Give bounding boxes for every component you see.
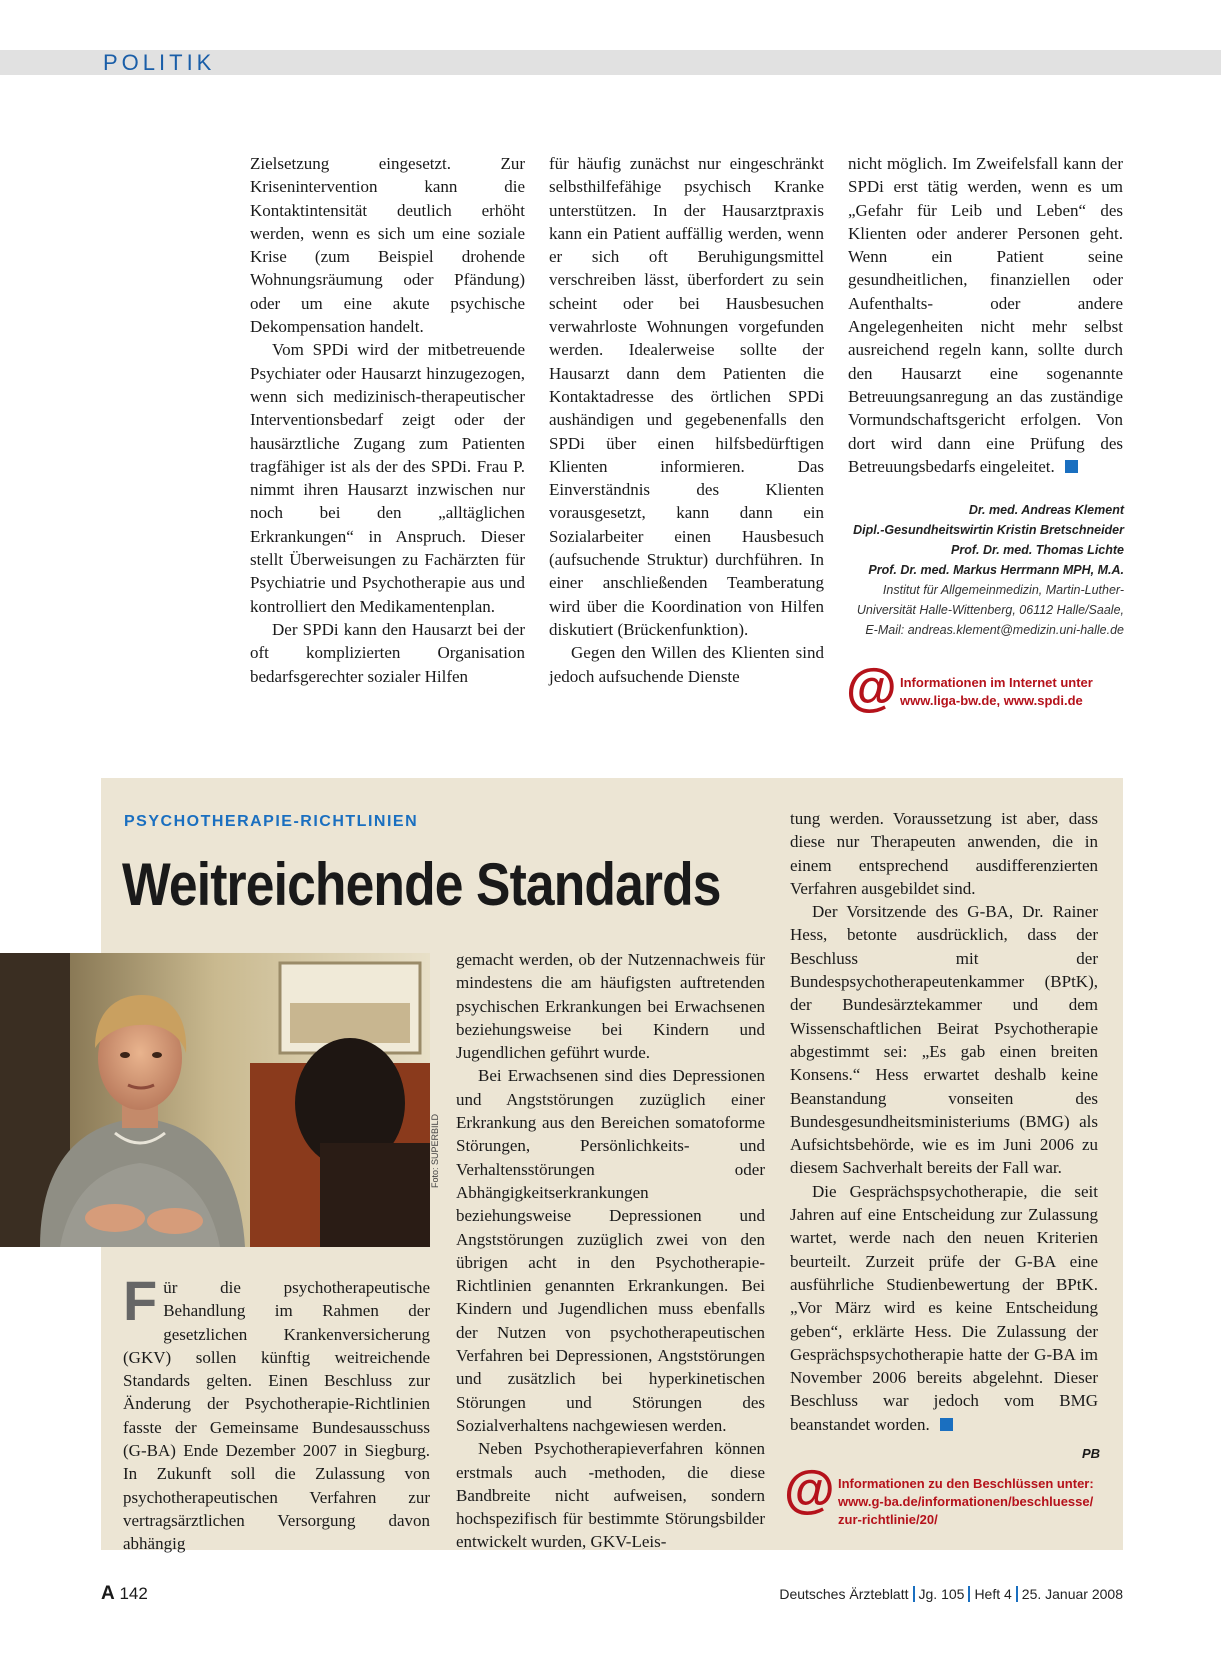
journal-name: Deutsches Ärzteblatt xyxy=(779,1586,909,1602)
paragraph xyxy=(790,1180,1098,1436)
journal-info xyxy=(779,1586,1123,1602)
page-number-value: 142 xyxy=(119,1584,148,1603)
at-icon: @ xyxy=(846,659,897,717)
paragraph-text: ür die psychotherapeutische Behandlung im Rahmen der gesetzlichen Krankenversicherung (GKV) sollen künftig weitreichende Standards gelten. Einen Beschluss zur Änderung der Psychotherapie-Richtlinien fasste der Gemeinsame Bundesausschuss (G-BA) Ende Dezember 2007 in Siegburg. In Zukunft soll die Zulassung von psychotherapeutischen Verfahren zur vertragsärztlichen Versorgung davon abhängig xyxy=(123,1278,430,1554)
photo-illustration xyxy=(0,953,430,1247)
journal-issue: Heft 4 xyxy=(974,1586,1012,1602)
at-icon: @ xyxy=(784,1461,835,1519)
dropcap: F xyxy=(123,1269,158,1332)
photo-credit: Foto: SUPERBILD xyxy=(430,1113,440,1188)
paragraph: Neben Psychotherapieverfahren können erstmals auch -methoden, die diese Bandbreite nicht aufweisen, sondern hochspezifisch für bestimmte Störungsbilder entwickelt wurden, GKV-Leis- xyxy=(456,1439,765,1552)
info-link[interactable]: www.liga-bw.de, www.spdi.de xyxy=(900,693,1083,708)
info-link[interactable]: www.g-ba.de/informationen/beschluesse/ xyxy=(838,1494,1094,1509)
separator xyxy=(1016,1586,1018,1602)
separator xyxy=(968,1586,970,1602)
article-headline: Weitreichende Standards xyxy=(122,851,721,918)
author-name: Dipl.-Gesundheitswirtin Kristin Bretschneider xyxy=(853,523,1124,537)
info-link-continued[interactable]: zur-richtlinie/20/ xyxy=(838,1512,938,1527)
paragraph-text: Die Gesprächspsychotherapie, die seit Jahren auf eine Entscheidung zur Zulassung wartet, werde nach den neuen Kriterien beurteilt. Zurzeit prüfe der G-BA eine ausführliche Studienbewertung der BPtK. „Vor März wird es keine Entscheidung geben“, erklärte Hess. Die Zulassung der Gesprächspsychotherapie hatte der G-BA im November 2006 bereits abgelehnt. Dieser Beschluss war jedoch vom BMG beanstandet worden. xyxy=(790,1181,1098,1434)
box-column-3 xyxy=(790,807,1098,1436)
info-internet xyxy=(900,674,1093,710)
paragraph: Der Vorsitzende des G-BA, Dr. Rainer Hess, betonte ausdrücklich, dass der Beschluss mit der Bundespsychotherapeutenkammer (BPtK), der Bundesärztekammer und dem Wissenschaftlichen Beirat Psychotherapie abgestimmt sei: „Es gab einen breiten Konsens.“ Hess erwartet deshalb keine Beanstandung vonseiten des Bundesgesundheitsministeriums (BMG) als Aufsichtsbehörde, wie es im Juni 2006 zu diesem Sachverhalt bereits der Fall war. xyxy=(790,902,1098,1178)
separator xyxy=(913,1586,915,1602)
end-square-icon xyxy=(1065,460,1078,473)
author-name: Prof. Dr. med. Markus Herrmann MPH, M.A. xyxy=(868,563,1124,577)
box-column-2 xyxy=(456,948,765,1554)
journal-date: 25. Januar 2008 xyxy=(1021,1586,1123,1602)
author-block xyxy=(840,500,1124,640)
top-column-1 xyxy=(250,152,525,688)
top-column-3 xyxy=(848,152,1123,478)
paragraph: Der SPDi kann den Hausarzt bei der oft komplizierten Organisation bedarfsgerechter sozialer Hilfen xyxy=(250,619,525,686)
author-name: Dr. med. Andreas Klement xyxy=(968,503,1124,517)
section-label: POLITIK xyxy=(103,50,216,75)
paragraph xyxy=(848,152,1123,478)
email-line: E-Mail: andreas.klement@medizin.uni-halle.de xyxy=(865,623,1124,637)
paragraph: Vom SPDi wird der mitbetreuende Psychiater oder Hausarzt hinzugezogen, wenn sich medizinisch-therapeutischer Interventionsbedarf zeigt oder der hausärztliche Zugang zum Patienten tragfähiger ist als der des SPDi. Frau P. nimmt ihren Hausarzt inzwischen nur noch bei den „alltäglichen Erkrankungen“ in Anspruch. Dieser stellt Überweisungen zu Fachärzten für Psychiatrie und Psychotherapie aus und kontrolliert den Medikamentenplan. xyxy=(250,340,525,616)
author-name: Prof. Dr. med. Thomas Lichte xyxy=(951,543,1124,557)
info-beschluesse xyxy=(838,1475,1094,1529)
page-number xyxy=(101,1583,148,1605)
paragraph: Gegen den Willen des Klienten sind jedoch aufsuchende Dienste xyxy=(549,643,824,686)
info-label: Informationen im Internet unter xyxy=(900,675,1093,690)
page-prefix: A xyxy=(101,1583,115,1604)
paragraph: Zielsetzung eingesetzt. Zur Krisenintervention kann die Kontaktintensität deutlich erhöht werden, wenn es sich um eine soziale Krise (zum Beispiel drohende Wohnungsräumung oder Pfändung) oder um eine akute psychische Dekompensation handelt. xyxy=(250,154,525,337)
article-photo xyxy=(0,953,430,1247)
box-column-1 xyxy=(123,1269,430,1556)
info-label: Informationen zu den Beschlüssen unter: xyxy=(838,1476,1094,1491)
paragraph: tung werden. Voraussetzung ist aber, dass diese nur Therapeuten anwenden, die in einem entsprechend ausdifferenzierten Verfahren ausgebildet sind. xyxy=(790,809,1098,898)
article-kicker: PSYCHOTHERAPIE-RICHTLINIEN xyxy=(124,813,419,830)
paragraph: für häufig zunächst nur eingeschränkt selbsthilfefähige psychisch Kranke unterstützen. In der Hausarztpraxis kann ein Patient auffällig werden, wenn er sich oft Beruhigungsmittel verschreiben lässt, überfordert zu sein scheint oder bei Hausbesuchen verwahrloste Wohnungen vorgefunden werden. Idealerweise sollte der Hausarzt dann dem Patienten die Kontaktadresse des örtlichen SPDi aushändigen und gegebenenfalls den SPDi über einen hilfsbedürftigen Klienten informieren. Das Einverständnis des Klienten vorausgesetzt, kann dann ein Sozialarbeiter einen Hausbesuch (aufsuchende Struktur) durchführen. In einer anschließenden Teamberatung wird über die Koordination von Hilfen diskutiert (Brückenfunktion). xyxy=(549,154,824,639)
top-column-2 xyxy=(549,152,824,688)
journal-volume: Jg. 105 xyxy=(918,1586,965,1602)
paragraph xyxy=(123,1269,430,1556)
affiliation-line: Universität Halle-Wittenberg, 06112 Halle/Saale, xyxy=(856,603,1124,617)
author-signature: PB xyxy=(1082,1446,1101,1461)
end-square-icon xyxy=(940,1418,953,1431)
paragraph-text: nicht möglich. Im Zweifelsfall kann der SPDi erst tätig werden, wenn es um „Gefahr für Leib und Leben“ des Klienten oder anderer Personen geht. Wenn ein Patient seine gesundheitlichen, finanziellen oder Aufenthalts- oder andere Angelegenheiten nicht mehr selbst ausreichend regeln kann, sollte durch den Hausarzt eine sogenannte Betreuungsanregung an das zuständige Vormundschaftsgericht erfolgen. Von dort wird dann eine Prüfung des Betreuungsbedarfs eingeleitet. xyxy=(848,154,1123,476)
paragraph: gemacht werden, ob der Nutzennachweis für mindestens die am häufigsten auftretenden psychischen Erkrankungen bei Erwachsenen beziehungsweise bei Kindern und Jugendlichen geführt wurde. xyxy=(456,950,765,1063)
paragraph: Bei Erwachsenen sind dies Depressionen und Angststörungen zuzüglich einer Erkrankung aus den Bereichen somatoforme Störungen, Persönlichkeits- und Verhaltensstörungen oder Abhängigkeitserkrankungen beziehungsweise Depressionen und Angststörungen zuzüglich zwei von den übrigen acht in den Psychotherapie-Richtlinien genannten Erkrankungen. Bei Kindern und Jugendlichen muss ebenfalls der Nutzen von psychotherapeutischen Verfahren bei Depressionen, Angststörungen und zusätzlich bei hyperkinetischen Störungen und Störungen des Sozialverhaltens nachgewiesen werden. xyxy=(456,1066,765,1435)
affiliation-line: Institut für Allgemeinmedizin, Martin-Luther- xyxy=(882,583,1124,597)
